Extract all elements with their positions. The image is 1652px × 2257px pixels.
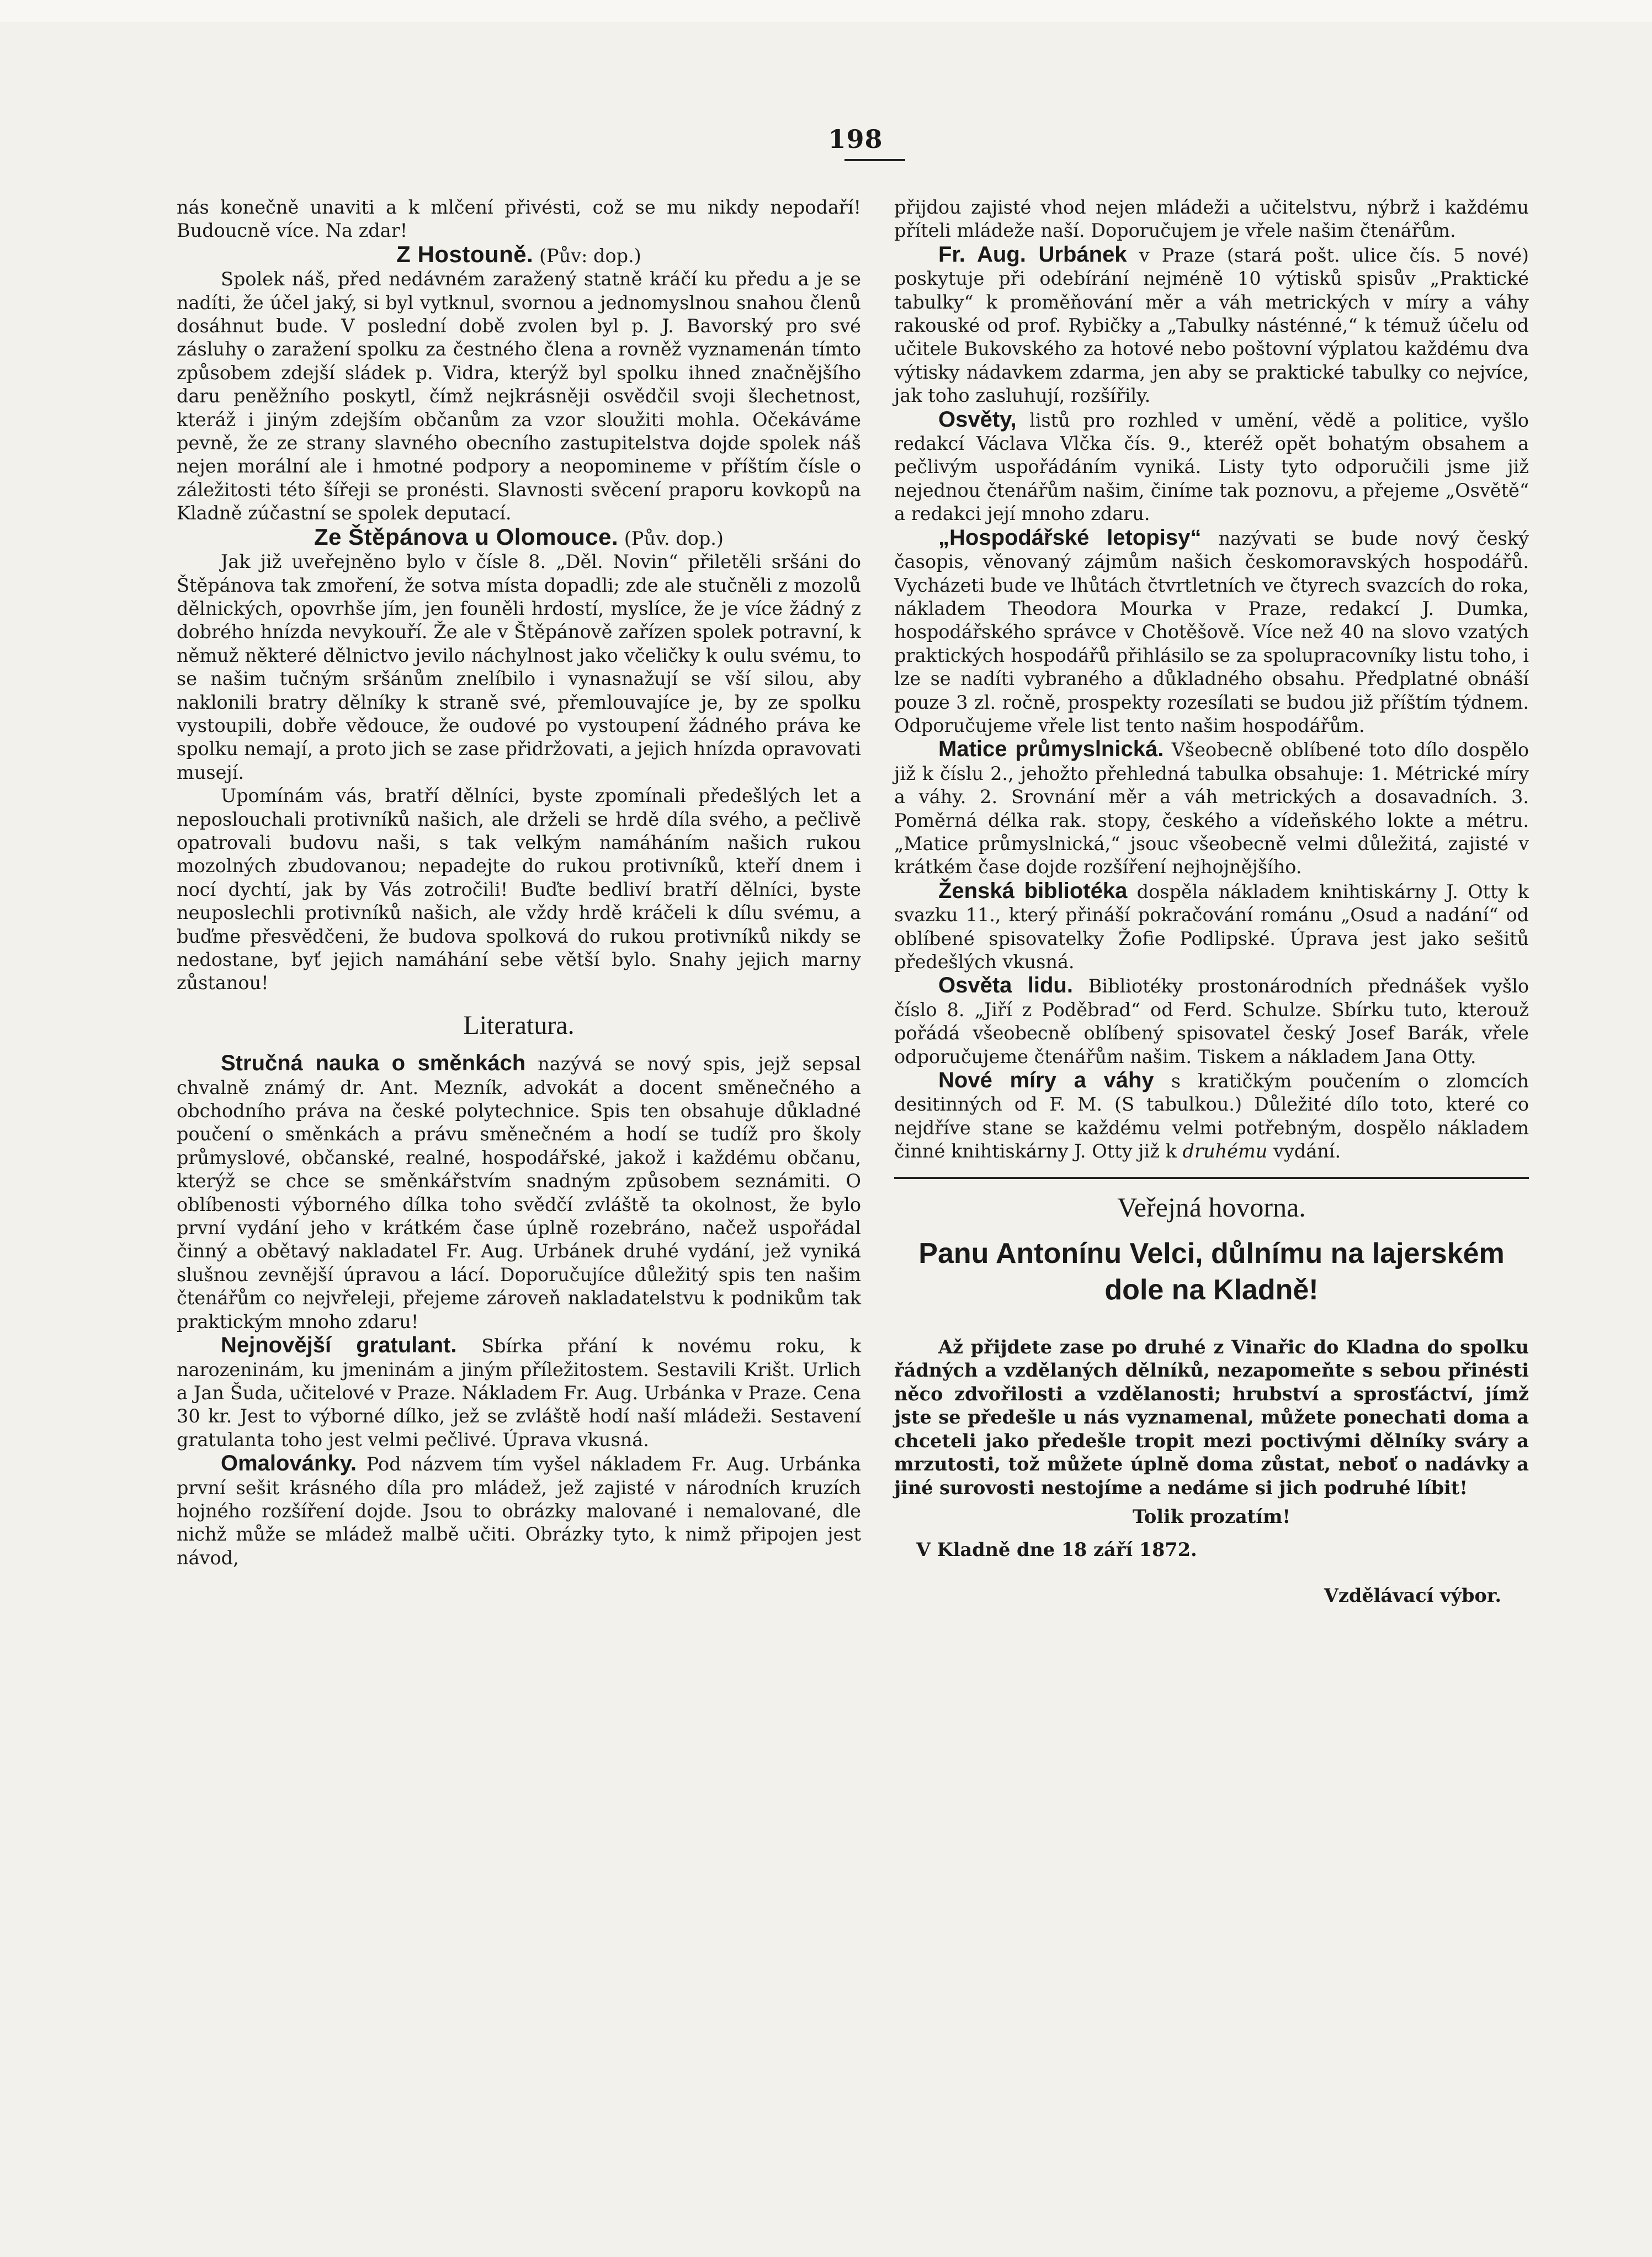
osvety-entry xyxy=(894,408,1529,526)
stepanov-paragraph-2: Upomínám vás, bratří dělníci, byste zpomínali předešlých let a neposlouchali protivníků našich, ale drželi se hrdě díla svého, a pečlivě opatrovali budovu naši, s tak velkým namáháním našich rukou mozolných zbudovanou; nepadejte do rukou protivníků, kteří dnem i nocí dychtí, jak by Vás zotročili! Buďte bedliví bratří dělníci, byste neuposlechli protivníků našich, ale vždy hrdě kráčeli k dílu svému, a buďme přesvědčeni, že budova spolková do rukou protivníků nikdy se nedostane, byť jejich namáhání sebe větší bylo. Snahy jejich marny zůstanou! xyxy=(177,785,861,994)
urbanek-entry xyxy=(894,243,1529,408)
stepanov-heading: Ze Štěpánova u Olomouce. xyxy=(314,523,619,550)
omalovanky-text: Pod názvem tím vyšel nákladem Fr. Aug. Urbánka první sešit krásného díla pro mládež, jež zajisté v národních kruzích hojného rozšíření dojde. Jsou to obrázky malované i nemalované, dle nichž může se mládež malbě učiti. Obrázky tyto, k nimž připojen jest návod, xyxy=(177,1453,861,1569)
omalovanky-entry xyxy=(177,1452,861,1570)
hostoun-text: Spolek náš, před nedávném zaražený statně kráčí ku předu a je se nadíti, že účel jaký, si byl vytknul, svornou a jednomyslnou snahou členů dosáhnut bude. V poslední době zvolen byl p. J. Bavorský pro své zásluhy o zaražení spolku za čestného člena a rovněž vyznamenán tímto způsobem zdejší sládek p. Vidra, kterýž byl spolku ihned značnějšího daru peněžního poskytl, čímž nejkrásněji osvědčil svoji šlechetnost, kteráž i jiným zdejším občanům za vzor sloužiti mohla. Očekáváme pevně, že ze strany slavného obecního zastupitelstva dojde spolek náš nejen morální ale i hmotné podpory a neopomineme v příštím čísle o záležitosti této šířeji se pronésti. Slavnosti svěcení praporu kovkopů na Kladně zúčastní se spolek deputací. xyxy=(177,268,861,524)
zenska-entry xyxy=(894,879,1529,974)
gratulant-lead: Nejnovější gratulant. xyxy=(221,1333,457,1358)
zenska-text: dospěla nákladem knihtiskárny J. Otty k svazku 11., který přináší pokračování románu „Osud a nadání“ od oblíbené spisovatelky Žofie Podlipské. Úprava jest jako sešitů předešlých vkusná. xyxy=(894,880,1529,973)
stepanov-paragraph-1: Jak již uveřejněno bylo v čísle 8. „Děl. Novin“ přiletěli sršáni do Štěpánova tak zmoření, že sotva místa dopadli; zde ale stučněli z mozolů dělnických, opovrhše jím, jen founěli hrdostí, myslíce, že je více žádný z dobrého hnízda nevykouří. Že ale v Štěpánově zařízen spolek potravní, k němuž některé dělnictvo jevilo náchylnost jako včeličky k oulu svému, to se našim tučným sršánům znelíbilo i vynasnažují se vší silou, aby naklonili bratry dělníky k straně své, přemlouvajíce je, by ze spolku vystoupili, dobře vědouce, že oudové po vystoupení žádného práva ke spolku nemají, a proto jich se zase přidržovati, a jejich hnízda opravovati musejí. xyxy=(177,551,861,783)
page-number: 198 xyxy=(828,124,883,154)
left-column xyxy=(177,196,861,1570)
smenky-text: nazývá se nový spis, jejž sepsal chvalně známý dr. Ant. Mezník, advokát a docent směnečného a obchodního práva na české polytechnice. Spis ten obsahuje důkladné poučení o směnkách a právu směnečném a hodí se tudíž pro školy průmyslové, občanské, realné, hospodářské, jakož i každému občanu, kterýž se chce se směnkářstvím snadným způsobem seznámiti. O oblíbenosti výborného dílka toho svědčí zvláště ta okolnost, že bylo první vydání jeho v krátkém čase úplně rozebráno, načež uspořádal činný a obětavý nakladatel Fr. Aug. Urbánek druhé vydání, jež vyniká slušnou zevnější úpravou a lácí. Doporučujíce důležitý spis ten našim čtenářům co nejvřeleji, přejeme zároveň nakladatelstvu k podnikům tak praktickým mnoho zdaru! xyxy=(177,1053,862,1332)
smenky-entry xyxy=(177,1052,861,1334)
letopisy-entry xyxy=(894,526,1529,738)
continuation-paragraph: přijdou zajisté vhod nejen mládeži a učitelstvu, nýbrž i každému příteli mládeže naší. Doporučujem je vřele našim čtenářům. xyxy=(894,197,1529,242)
osvety-text: listů pro rozhled v umění, vědě a politice, vyšlo redakcí Václava Vlčka čís. 9., kteréž opět bohatým obsahem a pečlivým uspořádáním vyniká. Listy tyto odporučili jsme již nejednou čtenářům našim, činíme tak poznovu, a přejeme „Osvětě“ a redakci její mnoho zdaru. xyxy=(894,409,1529,525)
osveta-lidu-text: Bibliotéky prostonárodních přednášek vyšlo číslo 8. „Jiří z Poděbrad“ od Ferd. Schulze. Sbírku tuto, kterouž pořádá všeobecně oblíbený spisovatel český Josef Barák, vřele odporučujeme čtenářům našim. Tiskem a nákladem Jana Otty. xyxy=(894,975,1529,1068)
zenska-lead: Ženská bibliotéka xyxy=(938,878,1128,903)
stepanov-byline: (Pův. dop.) xyxy=(624,527,724,549)
matice-entry xyxy=(894,737,1529,879)
nove-miry-text: s kratičkým poučením o zlomcích desitinných od F. M. (S tabulkou.) Důležité dílo toto, které co nejdříve stane se každému velmi potřebným, dospělo nákladem činné knihtiskárny J. Otty již k xyxy=(894,1070,1529,1162)
osveta-lidu-entry xyxy=(894,974,1529,1069)
letopisy-lead: „Hospodářské letopisy“ xyxy=(938,525,1202,550)
header-rule xyxy=(844,159,905,161)
scan-edge xyxy=(0,0,1652,22)
gratulant-text: Sbírka přání k novému roku, k narozeninám, ku jmeninám a jiným příležitostem. Sestavili Krišt. Urlich a Jan Šuda, učitelové v Praze. Nákladem Fr. Aug. Urbánka v Praze. Cena 30 kr. Jest to výborné dílko, jež se zvláště hodí naší mládeži. Sestavení gratulanta toho jest velmi pečlivé. Úprava vkusná. xyxy=(177,1335,862,1451)
notice-date: V Kladně dne 18 září 1872. xyxy=(916,1539,1197,1561)
section-divider xyxy=(894,1177,1529,1179)
osveta-lidu-lead: Osvěta lidu. xyxy=(938,973,1073,998)
gratulant-entry xyxy=(177,1334,861,1452)
nove-miry-text-end: vydání. xyxy=(1273,1140,1341,1162)
notice-signature: Vzdělávací výbor. xyxy=(1324,1584,1501,1606)
hostoun-heading-line xyxy=(177,243,861,268)
notice-heading: Panu Antonínu Velci, důlnímu na lajerském dole na Kladně! xyxy=(918,1238,1505,1307)
urbanek-lead: Fr. Aug. Urbánek xyxy=(938,242,1127,267)
osvety-lead: Osvěty, xyxy=(938,407,1017,432)
literatura-title: Literatura. xyxy=(463,1010,575,1040)
matice-text: Všeobecně oblíbené toto dílo dospělo již k číslu 2., jehožto přehledná tabulka obsahuje: 1. Métrické míry a váhy. 2. Srovnání měr a váh metrických a dosavadních. 3. Poměrná délka rak. stopy, českého a vídeňského lokte a métru. „Matice průmyslnická,“ jsouc všeobecně velmi důležitá, zajisté v krátkém čase dojde rozšíření nejhojnějšího. xyxy=(894,739,1529,878)
hostoun-byline: (Pův: dop.) xyxy=(539,245,641,267)
right-column xyxy=(894,196,1529,1607)
stepanov-heading-line xyxy=(177,525,861,550)
omalovanky-lead: Omalovánky. xyxy=(221,1451,357,1476)
matice-lead: Matice průmyslnická. xyxy=(938,737,1164,762)
nove-miry-lead: Nové míry a váhy xyxy=(938,1068,1154,1093)
notice-title: Veřejná hovorna. xyxy=(1117,1191,1306,1223)
letopisy-text: nazývati se bude nový český časopis, věnovaný zájmům našich českomoravských hospodářů. Vycházeti bude ve lhůtách čtvrtletních ve čtyrech svazcích do roka, nákladem Theodora Mourka v Praze, redakcí J. Dumka, hospodářského správce v Chotěšově. Více než 40 na slovo vzatých praktických hospodářů přihlásilo se za spolupracovníky listu toho, i lze se nadíti vybraného a důkladného obsahu. Předplatné obnáší pouze 3 zl. ročně, prospekty rozesílati se budou již příštím týdnem. Odporučujeme vřele list tento našim hospodářům. xyxy=(894,527,1529,736)
nove-miry-italic: druhému xyxy=(1182,1140,1268,1162)
smenky-lead: Stručná nauka o směnkách xyxy=(221,1051,526,1076)
intro-paragraph: nás konečně unaviti a k mlčení přivésti, což se mu nikdy nepodaří! Budoucně více. Na zdar! xyxy=(177,197,861,242)
nove-miry-entry xyxy=(894,1069,1529,1164)
notice-closing: Tolik prozatím! xyxy=(1132,1505,1291,1527)
notice-body: Až přijdete zase po druhé z Vinařic do Kladna do spolku řádných a vzdělaných dělníků, nezapomeňte s sebou přinésti něco zdvořilosti a vzdělanosti; hrubství a sprosťáctví, jímž jste se předešle u nás vyznamenal, můžete ponechati doma a chceteli jako předešle tropit mezi poctivými dělníky sváry a mrzutosti, tož můžete úplně doma zůstat, neboť o nadávky a jiné surovosti nestojíme a nedáme si jich podruhé líbit! xyxy=(894,1336,1529,1499)
urbanek-text: v Praze (stará pošt. ulice čís. 5 nové) poskytuje při odebírání nejméně 10 výtisků spisův „Praktické tabulky“ k proměňování měr a váh metrických v míry a váhy rakouské od prof. Rybičky a „Tabulky násténné,“ k témuž účelu od učitele Bukovského za hotové nebo poštovní výplatou každému dva výtisky nádavkem zdarma, jen aby se praktické tabulky co nejvíce, jak toho zasluhují, rozšířily. xyxy=(894,244,1529,407)
hostoun-heading: Z Hostouně. xyxy=(396,241,534,267)
